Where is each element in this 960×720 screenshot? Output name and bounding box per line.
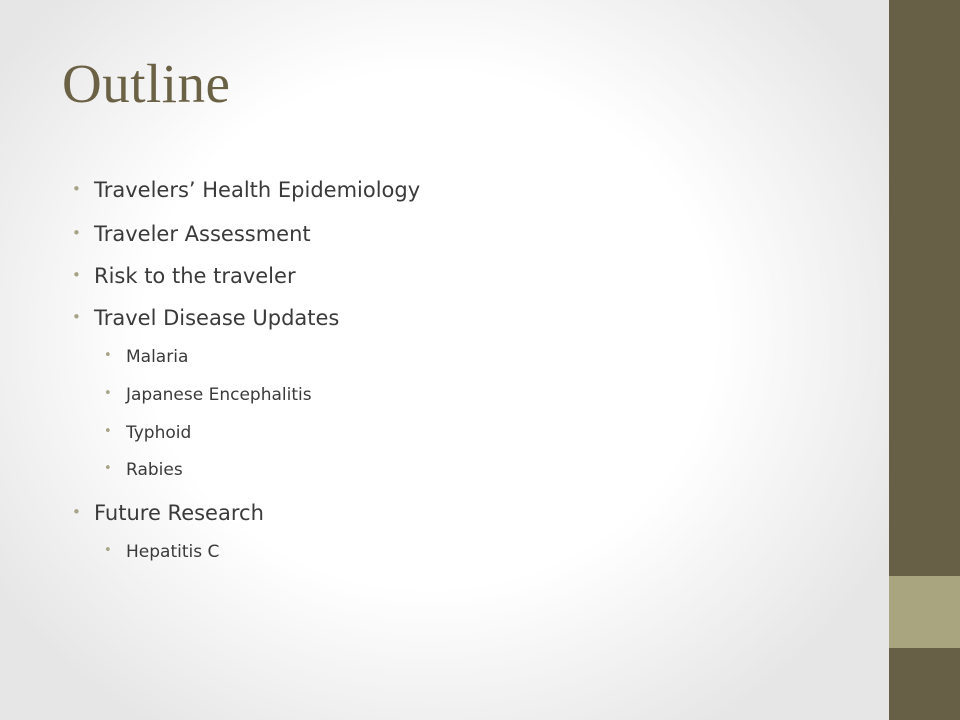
sub-bullet-item xyxy=(104,423,192,443)
bullet-text: Hepatitis C xyxy=(126,542,220,562)
bullet-icon: • xyxy=(72,180,81,198)
bullet-icon: • xyxy=(104,543,112,558)
bullet-text: Risk to the traveler xyxy=(94,264,296,288)
bullet-item xyxy=(72,178,421,202)
slide-title: Outline xyxy=(62,53,231,114)
bullet-icon: • xyxy=(72,308,81,326)
bullet-item xyxy=(72,222,311,246)
bullet-icon: • xyxy=(104,348,112,363)
sidebar-accent-middle xyxy=(889,576,960,648)
bullet-text: Malaria xyxy=(126,347,189,367)
bullet-text: Travel Disease Updates xyxy=(94,306,340,330)
sub-bullet-item xyxy=(104,385,312,405)
bullet-icon: • xyxy=(72,266,81,284)
bullet-text: Future Research xyxy=(94,501,264,525)
bullet-text: Rabies xyxy=(126,460,183,480)
bullet-icon: • xyxy=(104,386,112,401)
bullet-icon: • xyxy=(104,424,112,439)
bullet-text: Typhoid xyxy=(126,423,192,443)
sub-bullet-item xyxy=(104,460,183,480)
bullet-text: Japanese Encephalitis xyxy=(126,385,312,405)
bullet-icon: • xyxy=(72,503,81,521)
bullet-text: Travelers’ Health Epidemiology xyxy=(94,178,421,202)
bullet-item xyxy=(72,306,340,330)
bullet-item xyxy=(72,264,296,288)
sub-bullet-item xyxy=(104,542,220,562)
sub-bullet-item xyxy=(104,347,189,367)
bullet-icon: • xyxy=(72,224,81,242)
sidebar-accent-top xyxy=(889,0,960,576)
bullet-text: Traveler Assessment xyxy=(94,222,311,246)
bullet-item xyxy=(72,501,264,525)
sidebar-accent-bottom xyxy=(889,648,960,720)
bullet-icon: • xyxy=(104,461,112,476)
